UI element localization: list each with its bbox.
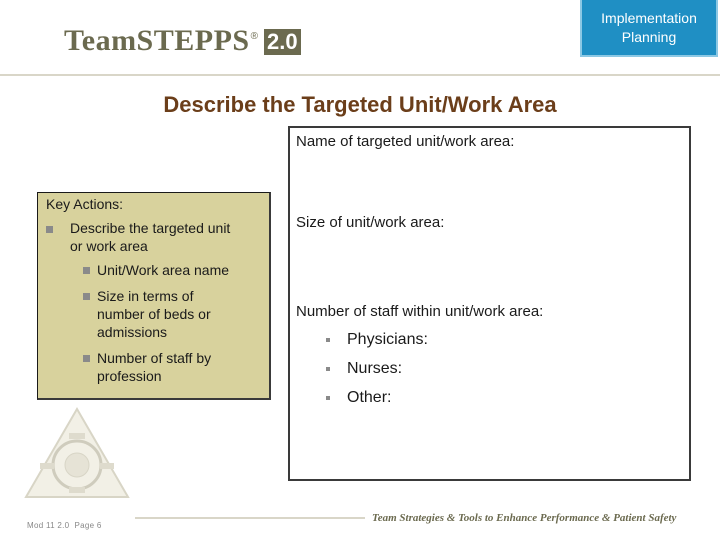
key-action-main	[70, 219, 230, 255]
footer-page-number: Page 6	[74, 521, 102, 530]
bullet-icon	[326, 396, 330, 400]
key-action-sub-item	[97, 287, 211, 341]
sub-item-line: profession	[97, 368, 162, 384]
logo-version-badge: 2.0	[264, 29, 301, 55]
key-action-main-line: Describe the targeted unit	[70, 220, 231, 236]
square-bullet-icon	[83, 293, 90, 300]
footer-tagline: Team Strategies & Tools to Enhance Performance & Patient Safety	[372, 512, 677, 524]
footer-divider	[135, 517, 365, 519]
key-actions-panel	[37, 192, 271, 400]
square-bullet-icon	[83, 355, 90, 362]
staff-type-nurses	[326, 360, 402, 378]
section-label-line2: Planning	[621, 28, 677, 45]
slide-title: Describe the Targeted Unit/Work Area	[163, 92, 557, 117]
bullet-icon	[326, 338, 330, 342]
unit-name-label: Name of targeted unit/work area:	[296, 133, 515, 150]
section-label-box	[580, 0, 718, 57]
key-action-main-line: or work area	[70, 238, 148, 254]
staff-type-physicians	[326, 331, 428, 349]
header-divider	[0, 74, 720, 76]
staff-type-label: Other:	[347, 389, 392, 406]
key-action-sub-item	[97, 261, 229, 279]
bullet-icon	[326, 367, 330, 371]
footer-page-info	[27, 521, 102, 530]
sub-item-line: Size in terms of	[97, 288, 194, 304]
staff-count-label: Number of staff within unit/work area:	[296, 303, 544, 320]
footer-module: Mod 11 2.0	[27, 521, 70, 530]
sub-item-line: admissions	[97, 324, 168, 340]
teamstepps-triangle-emblem-icon	[22, 405, 132, 501]
key-actions-heading: Key Actions:	[46, 196, 124, 212]
square-bullet-icon	[83, 267, 90, 274]
staff-type-other	[326, 389, 391, 407]
sub-item-line: number of beds or	[97, 306, 211, 322]
sub-item-line: Unit/Work area name	[97, 262, 230, 278]
worksheet-panel	[288, 126, 691, 481]
logo-text: TeamSTEPPS	[64, 24, 250, 57]
staff-type-label: Nurses:	[347, 360, 403, 377]
teamstepps-logo	[64, 18, 301, 58]
staff-type-label: Physicians:	[347, 331, 428, 348]
unit-size-label: Size of unit/work area:	[296, 214, 445, 231]
sub-item-line: Number of staff by	[97, 350, 212, 366]
logo-registered-mark: ®	[250, 31, 258, 42]
key-action-sub-item	[97, 349, 211, 385]
square-bullet-icon	[46, 226, 53, 233]
section-label-line1: Implementation	[601, 9, 697, 26]
